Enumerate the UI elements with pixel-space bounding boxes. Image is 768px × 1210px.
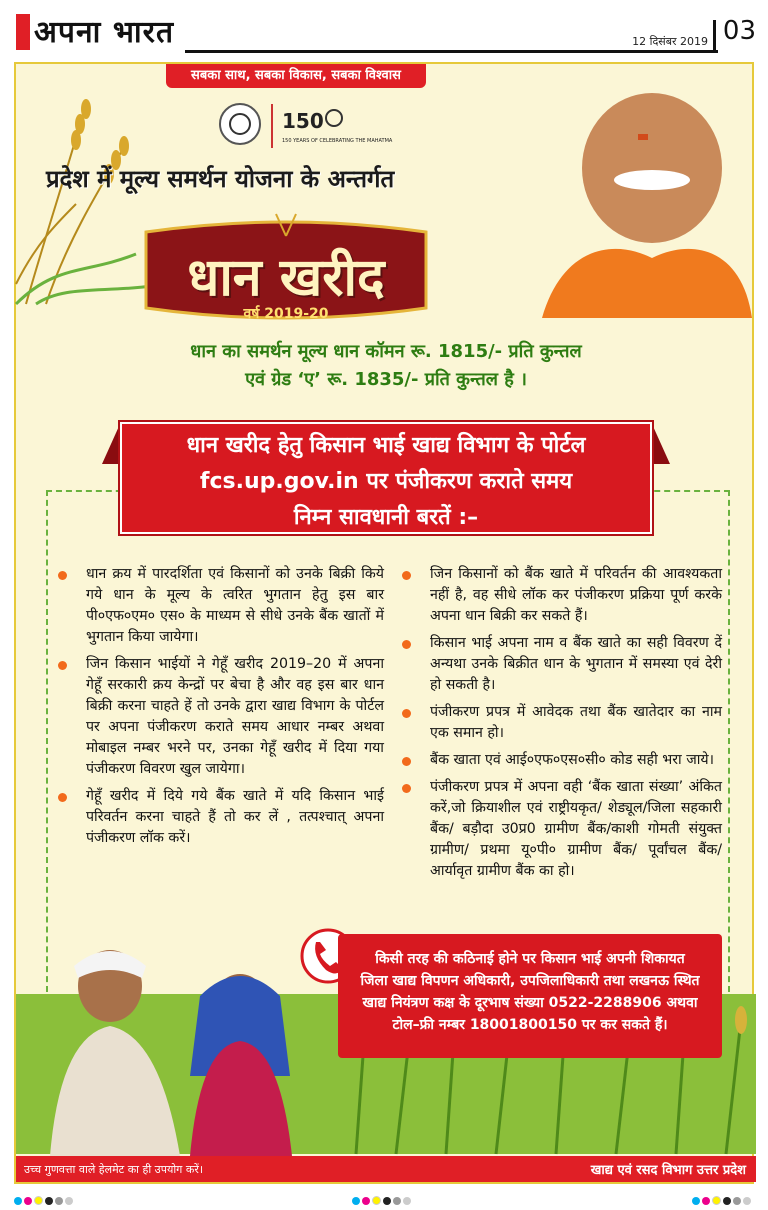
complaint-line-2: जिला खाद्य विपणन अधिकारी, उपजिलाधिकारी तथा लखनऊ स्थित bbox=[360, 973, 700, 989]
bullet-icon bbox=[402, 709, 411, 718]
masthead-accent-bar bbox=[16, 14, 30, 50]
slogan-banner: सबका साथ, सबका विकास, सबका विश्वास bbox=[166, 64, 426, 88]
purchase-year: वर्ष 2019-20 bbox=[243, 306, 329, 322]
list-item: गेहूँ खरीद में दिये गये बैंक खाते में यदि किसान भाई परिवर्तन करना चाहते हैं तो कर लें , तत्पश्चात् अपना पंजीकरण लॉक करें। bbox=[54, 786, 384, 849]
list-item: जिन किसानों को बैंक खाते में परिवर्तन की आवश्यकता नहीं है, वह सीधे लॉक कर पंजीकरण प्रक्रिया पूर्ण करके अपना धान बिक्री कर सकते हैं। bbox=[398, 564, 722, 627]
bullet-icon bbox=[402, 640, 411, 649]
complaint-line-1: किसी तरह की कठिनाई होने पर किसान भाई अपनी शिकायत bbox=[375, 951, 685, 967]
masthead-divider bbox=[713, 20, 716, 50]
government-logos bbox=[216, 98, 393, 154]
complaint-line-3: खाद्य नियंत्रण कक्ष के दूरभाष संख्या 0522-2288906 अथवा bbox=[362, 995, 698, 1011]
chief-minister-portrait bbox=[542, 88, 752, 318]
list-item: पंजीकरण प्रपत्र में आवेदक तथा बैंक खातेदार का नाम एक समान हो। bbox=[398, 702, 722, 744]
print-registration-marks-center bbox=[352, 1190, 413, 1200]
support-price-line-1: धान का समर्थन मूल्य धान कॉमन रू. 1815/- प्रति कुन्तल bbox=[190, 341, 582, 362]
portal-notice-line-2: fcs.up.gov.in पर पंजीकरण कराते समय bbox=[199, 469, 573, 494]
masthead bbox=[0, 0, 768, 58]
page-number: 03 bbox=[722, 16, 756, 46]
print-registration-marks-right bbox=[692, 1190, 753, 1200]
bullet-icon bbox=[58, 571, 67, 580]
svg-text:150: 150 bbox=[282, 109, 324, 133]
ribbon-fold-left bbox=[102, 424, 120, 464]
farmers-illustration bbox=[30, 926, 330, 1156]
bullet-icon bbox=[402, 784, 411, 793]
list-item: पंजीकरण प्रपत्र में अपना वही ‘बैंक खाता संख्या’ अंकित करें,जो क्रियाशील एवं राष्ट्रीयकृत/ शेड्यूल/जिला सहकारी बैंक/ बड़ौदा उ0प्र0 ग्रामीण बैंक/काशी गोमती संयुक्त ग्रामीण/ प्रथमा यू०पी० ग्रामीण बैंक/ पूर्वांचल बैंक/ आर्यावृत ग्रामीण बैंक का हो। bbox=[398, 777, 722, 882]
print-registration-marks-left bbox=[14, 1190, 75, 1200]
portal-notice-line-1: धान खरीद हेतु किसान भाई खाद्य विभाग के पोर्टल bbox=[186, 433, 586, 458]
helmet-advisory: उच्च गुणवत्ता वाले हेलमेट का ही उपयोग करें। bbox=[24, 1163, 203, 1176]
bullet-icon bbox=[58, 793, 67, 802]
paddy-purchase-emblem bbox=[126, 212, 446, 320]
support-price-line-2: एवं ग्रेड ‘ए’ रू. 1835/- प्रति कुन्तल है । bbox=[245, 369, 527, 390]
list-item: जिन किसान भाईयों ने गेहूँ खरीद 2019–20 में अपना गेहूँ सरकारी क्रय केन्द्रों पर बेचा है और वह इस बार धान बिक्री करना चाहते हें तो उनके द्वारा खाद्य विभाग के पोर्टल पर अपना पंजीकरण कराते समय आधार नम्बर अथवा मोबाइल नम्बर भरने पर, उनका गेहूँ खरीद में दिया गया पंजीकरण विवरण खुल जायेगा। bbox=[54, 654, 384, 780]
complaint-line-4: टोल–फ्री नम्बर 18001800150 पर कर सकते हैं। bbox=[392, 1017, 668, 1033]
svg-text:150 YEARS OF CELEBRATING THE M: 150 YEARS OF CELEBRATING THE MAHATMA bbox=[282, 138, 393, 144]
ad-footer bbox=[16, 1156, 756, 1182]
list-item: किसान भाई अपना नाम व बैंक खाते का सही विवरण दें अन्यथा उनके बिक्रीत धान के भुगतान में समस्या एवं देरी हो सकती है। bbox=[398, 633, 722, 696]
portal-notice-line-3: निम्न सावधानी बरतें :– bbox=[293, 505, 479, 530]
masthead-rule bbox=[185, 50, 718, 53]
newspaper-title: अपना भारत bbox=[34, 15, 175, 50]
bullet-icon bbox=[58, 661, 67, 670]
list-item: धान क्रय में पारदर्शिता एवं किसानों को उनके बिक्री किये गये धान के मूल्य के त्वरित भुगतान हेतु इस बार पी०एफ०एम० एस० के माध्यम से सीधे उनके बैंक खातों में भुगतान किया जायेगा। bbox=[54, 564, 384, 648]
support-price-text bbox=[56, 338, 716, 394]
paddy-purchase-title: धान खरीद bbox=[187, 248, 385, 308]
complaint-helpline-box bbox=[338, 934, 722, 1058]
department-name: खाद्य एवं रसद विभाग उत्तर प्रदेश bbox=[590, 1163, 746, 1178]
bullet-icon bbox=[402, 571, 411, 580]
bullet-icon bbox=[402, 757, 411, 766]
instructions-left-column bbox=[54, 564, 384, 855]
instructions-right-column bbox=[398, 564, 722, 888]
ribbon-fold-right bbox=[652, 424, 670, 464]
advertisement bbox=[14, 62, 754, 1184]
list-item: बैंक खाता एवं आई०एफ०एस०सी० कोड सही भरा जाये। bbox=[398, 750, 722, 771]
scheme-headline: प्रदेश में मूल्य समर्थन योजना के अन्तर्गत bbox=[46, 165, 395, 193]
issue-date: 12 दिसंबर 2019 bbox=[632, 35, 708, 48]
portal-notice-box bbox=[120, 422, 652, 534]
